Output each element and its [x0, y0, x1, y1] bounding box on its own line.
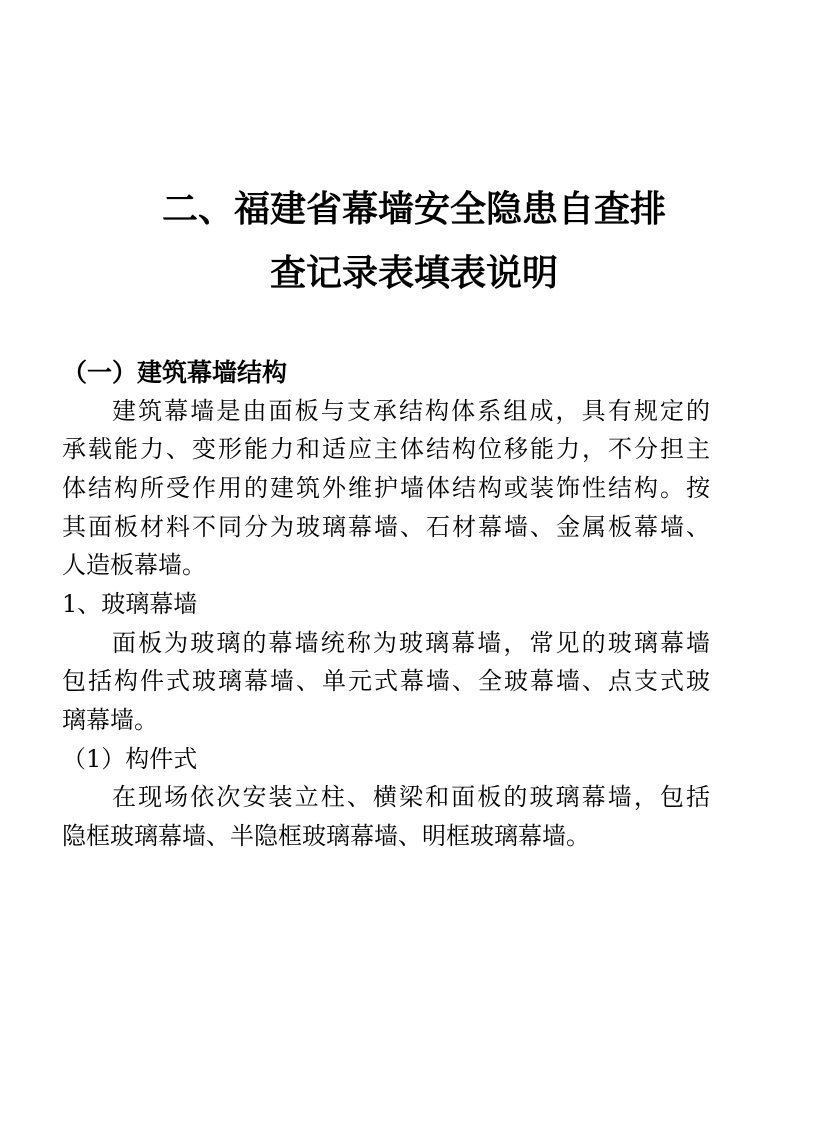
section-heading-building-curtain-wall: （一）建筑幕墙结构: [62, 358, 288, 387]
paragraph-1-line-2: 承载能力、变形能力和适应主体结构位移能力，不分担主: [62, 435, 710, 463]
paragraph-1-line-5: 人造板幕墙。: [62, 551, 206, 579]
subheading-glass-curtain-wall: 1、玻璃幕墙: [62, 590, 198, 618]
paragraph-2-line-2: 包括构件式玻璃幕墙、单元式幕墙、全玻幕墙、点支式玻: [62, 667, 710, 695]
paragraph-1-line-1: 建筑幕墙是由面板与支承结构体系组成，具有规定的: [112, 397, 710, 425]
subheading-component-type: （1）构件式: [62, 745, 198, 773]
paragraph-1-line-3: 体结构所受作用的建筑外维护墙体结构或装饰性结构。按: [62, 474, 710, 502]
paragraph-1-line-4: 其面板材料不同分为玻璃幕墙、石材幕墙、金属板幕墙、: [62, 513, 710, 541]
document-title-line-2: 查记录表填表说明: [269, 253, 558, 294]
paragraph-3-line-2: 隐框玻璃幕墙、半隐框玻璃幕墙、明框玻璃幕墙。: [62, 822, 590, 850]
paragraph-2-line-1: 面板为玻璃的幕墙统称为玻璃幕墙，常见的玻璃幕墙: [112, 629, 710, 657]
paragraph-2-line-3: 璃幕墙。: [62, 706, 158, 734]
document-title-line-1: 二、福建省幕墙安全隐患自查排: [161, 189, 666, 230]
paragraph-3-line-1: 在现场依次安装立柱、横梁和面板的玻璃幕墙，包括: [112, 783, 710, 811]
